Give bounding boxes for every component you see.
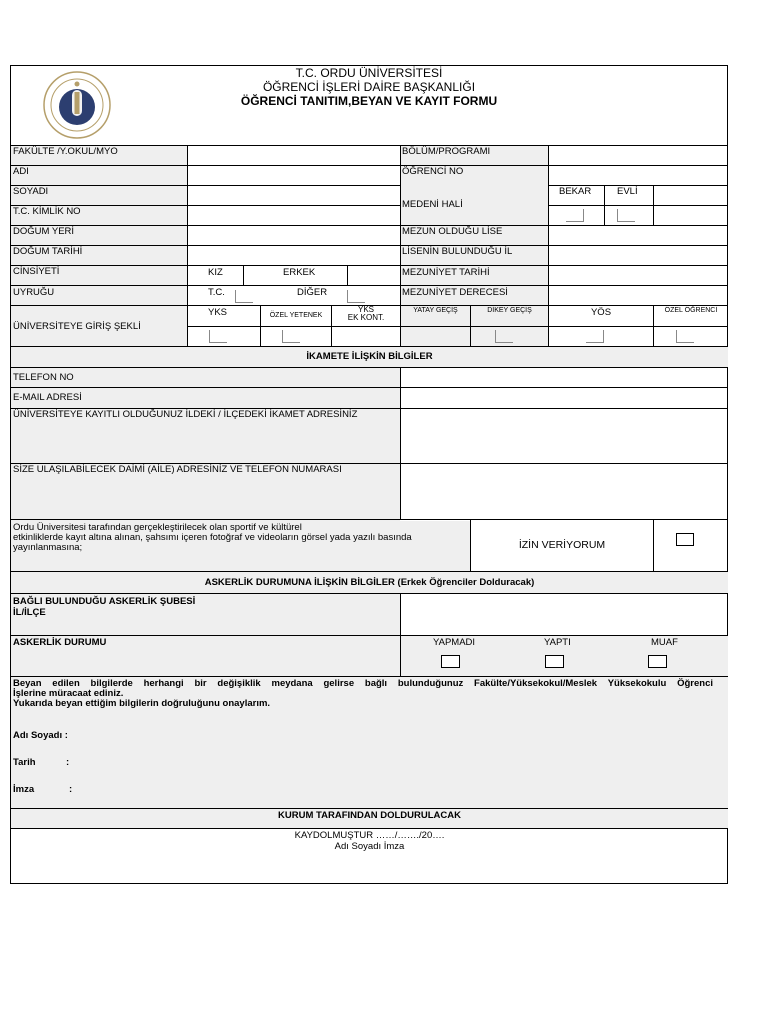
option-yks: YKS	[208, 307, 228, 318]
input-adi[interactable]	[188, 166, 400, 185]
option-yapmadi: YAPMADI	[433, 637, 476, 648]
option-evli: EVLİ	[617, 186, 638, 197]
label-medeni-hali: MEDENİ HALİ	[402, 199, 463, 210]
checkbox-erkek[interactable]	[348, 266, 400, 285]
label-telefon: TELEFON NO	[13, 372, 74, 383]
checkbox-izin-veriyorum[interactable]	[676, 533, 694, 546]
label-bolum: BÖLÜM/PROGRAMI	[402, 146, 491, 157]
label-adi: ADI	[13, 166, 29, 177]
checkbox-yapti[interactable]	[545, 655, 564, 668]
option-ozel-ogrenci: ÖZEL ÖĞRENCİ	[664, 307, 718, 314]
input-ogrenci-no[interactable]	[549, 166, 728, 185]
label-askerlik-subesi-1: BAĞLI BULUNDUĞU ASKERLİK ŞUBESİ	[13, 596, 196, 607]
label-uyrugu: UYRUĞU	[13, 287, 55, 298]
label-tc-kimlik: T.C. KİMLİK NO	[13, 206, 81, 217]
input-mezuniyet-tarihi[interactable]	[549, 266, 728, 285]
label-beyan-adi-soyadi: Adı Soyadı :	[13, 730, 68, 741]
input-daimi-adres[interactable]	[401, 464, 728, 519]
label-beyan-imza: İmza	[13, 784, 35, 795]
kurum-heading: KURUM TARAFINDAN DOLDURULACAK	[278, 810, 461, 821]
beyan-text-3: Yukarıda beyan ettiğim bilgilerin doğruluğunu onaylarım.	[13, 698, 271, 709]
beyan-imza-colon: :	[69, 784, 73, 795]
input-dogum-tarihi[interactable]	[188, 246, 400, 265]
checkbox-tc[interactable]	[235, 290, 253, 303]
input-lise-il[interactable]	[549, 246, 728, 265]
input-telefon[interactable]	[401, 368, 728, 387]
checkbox-muaf[interactable]	[648, 655, 667, 668]
label-mezuniyet-tarihi: MEZUNİYET TARİHİ	[402, 267, 490, 278]
label-fakulte: FAKÜLTE /Y.OKUL/MYO	[13, 146, 118, 157]
label-askerlik-subesi-2: İL/İLÇE	[13, 607, 46, 618]
label-dogum-tarihi: DOĞUM TARİHİ	[13, 246, 83, 257]
izin-veriyorum-label: İZİN VERİYORUM	[518, 539, 606, 551]
checkbox-ozel-yetenek[interactable]	[282, 330, 300, 343]
option-yks-ek-1: YKS	[357, 305, 374, 314]
beyan-text-1: Beyan edilen bilgilerde herhangi bir değişiklik meydana gelirse bağlı bulunduğunuz Fakülte/Yüksekokul/Meslek Yüksekokulu Öğrenci	[13, 678, 713, 689]
label-giris-sekli: ÜNİVERSİTEYE GİRİŞ ŞEKLİ	[13, 321, 141, 332]
checkbox-kiz[interactable]	[244, 266, 347, 285]
option-yapti: YAPTI	[544, 637, 571, 648]
option-erkek: ERKEK	[283, 267, 316, 278]
kurum-kaydolmustur: KAYDOLMUŞTUR ……/……./20….	[294, 830, 445, 841]
input-email[interactable]	[401, 388, 728, 408]
university-logo	[37, 70, 117, 140]
registration-form	[10, 65, 728, 884]
label-email: E-MAIL ADRESİ	[13, 392, 82, 403]
checkbox-ozel-ogrenci[interactable]	[676, 330, 694, 343]
option-yatay-gecis: YATAY GEÇİŞ	[413, 307, 458, 314]
checkbox-bekar[interactable]	[566, 209, 584, 222]
label-askerlik-durumu: ASKERLİK DURUMU	[13, 637, 107, 648]
askerlik-heading: ASKERLİK DURUMUNA İLİŞKİN BİLGİLER (Erkek Öğrenciler Dolduracak)	[204, 577, 535, 588]
checkbox-yapmadi[interactable]	[441, 655, 460, 668]
checkbox-yos[interactable]	[586, 330, 604, 343]
option-ozel-yetenek: ÖZEL YETENEK	[269, 312, 323, 319]
ikamet-heading: İKAMETE İLİŞKİN BİLGİLER	[306, 351, 433, 362]
input-mezuniyet-derecesi[interactable]	[549, 286, 728, 305]
header-line-1: T.C. ORDU ÜNİVERSİTESİ	[295, 66, 443, 80]
checkbox-dikey-gecis[interactable]	[495, 330, 513, 343]
input-ikamet-adres[interactable]	[401, 409, 728, 463]
label-mezuniyet-derecesi: MEZUNİYET DERECESİ	[402, 287, 508, 298]
input-askerlik-subesi[interactable]	[401, 594, 728, 635]
option-tc: T.C.	[208, 287, 225, 298]
kurum-adi-imza: Adı Soyadı İmza	[334, 841, 405, 852]
label-lise-il: LİSENİN BULUNDUĞU İL	[402, 246, 513, 257]
option-yos: YÖS	[590, 307, 612, 318]
label-cinsiyeti: CİNSİYETİ	[13, 266, 60, 277]
header-line-2: ÖĞRENCİ İŞLERİ DAİRE BAŞKANLIĞI	[262, 80, 476, 94]
label-mezun-lise: MEZUN OLDUĞU LİSE	[402, 226, 503, 237]
input-bolum[interactable]	[549, 146, 728, 165]
form-title: ÖĞRENCİ TANITIM,BEYAN VE KAYIT FORMU	[240, 94, 498, 108]
input-mezun-lise[interactable]	[549, 226, 728, 245]
beyan-tarih-colon: :	[66, 757, 70, 768]
option-kiz: KIZ	[208, 267, 223, 278]
option-dikey-gecis: DİKEY GEÇİŞ	[487, 307, 532, 314]
label-soyadi: SOYADI	[13, 186, 49, 197]
input-tc-kimlik[interactable]	[188, 206, 400, 225]
izin-text-3: yayınlanmasına;	[13, 542, 83, 553]
input-fakulte[interactable]	[188, 146, 400, 165]
input-soyadi[interactable]	[188, 186, 400, 205]
input-dogum-yeri[interactable]	[188, 226, 400, 245]
option-yks-ek-2: EK KONT.	[347, 313, 385, 322]
label-beyan-tarih: Tarih	[13, 757, 36, 768]
option-bekar: BEKAR	[559, 186, 592, 197]
checkbox-diger[interactable]	[347, 290, 365, 303]
label-ogrenci-no: ÖĞRENCİ NO	[402, 166, 464, 177]
izin-text-2: etkinliklerde kayıt altına alınan, şahsımı içeren fotoğraf ve videoların görsel yada yazılı basında	[13, 532, 412, 543]
label-ikamet-adres: ÜNİVERSİTEYE KAYITLI OLDUĞUNUZ İLDEKİ / İLÇEDEKİ İKAMET ADRESİNİZ	[13, 409, 358, 420]
checkbox-evli[interactable]	[617, 209, 635, 222]
izin-text-1: Ordu Üniversitesi tarafından gerçekleştirilecek olan sportif ve kültürel	[13, 522, 302, 533]
label-dogum-yeri: DOĞUM YERİ	[13, 226, 75, 237]
label-daimi-adres: SİZE ULAŞILABİLECEK DAİMİ (AİLE) ADRESİNİZ VE TELEFON NUMARASI	[13, 464, 342, 475]
option-diger: DİĞER	[297, 287, 328, 298]
checkbox-yks[interactable]	[209, 330, 227, 343]
beyan-text-2: İşlerine müracaat ediniz.	[13, 688, 124, 699]
option-muaf: MUAF	[651, 637, 678, 648]
